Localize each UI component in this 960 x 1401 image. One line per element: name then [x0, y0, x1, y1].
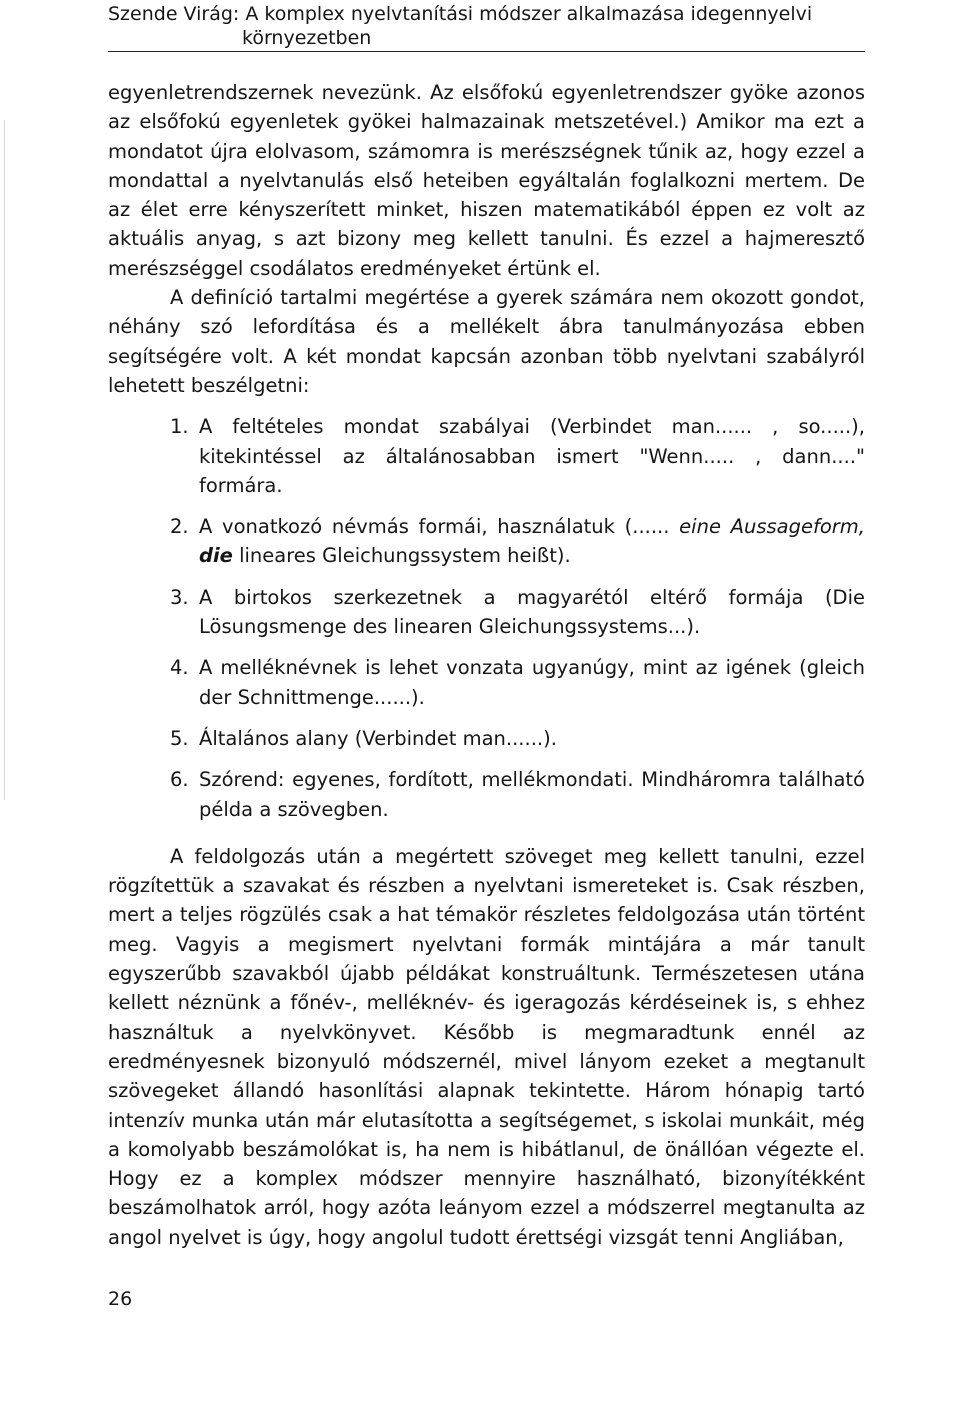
list-item-number: 6.: [170, 768, 189, 792]
list-item-number: 3.: [170, 585, 189, 609]
list-item: [170, 583, 865, 642]
list-item-text: A birtokos szerkezetnek a magyarétól eltérő formája (Die Lösungsmenge des linearen Gleichungssystems...).: [199, 585, 865, 639]
paragraph-processing: A feldolgozás után a megértett szöveget meg kellett tanulni, ezzel rögzítettük a szavakat és részben a nyelvtani ismereteket is. Csak részben, mert a teljes rögzülés csak a hat témakör részletes feldolgozása után történt meg. Vagyis a megismert nyelvtani formák mintájára a már tanult egyszerűbb szavakból újabb példákat konstruáltunk. Természetesen utána kellett néznünk a főnév-, melléknév- és igeragozás kérdéseinek is, s ehhez használtuk a nyelvkönyvet. Később is megmaradtunk ennél az eredményesnek bizonyuló módszernél, mivel lányom ezeket a megtanult szövegeket állandó hasonlítási alapnak tekintette. Három hónapig tartó intenzív munka után már elutasította a segítségemet, s iskolai munkáit, még a komolyabb beszámolókat is, ha nem is hibátlanul, de önállóan végezte el. Hogy ez a komplex módszer mennyire használható, bizonyítékként beszámolhatok arról, hogy azóta leányom ezzel a módszerrel megtanulta az angol nyelvet is úgy, hogy angolul tudott érettségi vizsgát tenni Angliában,: [108, 844, 865, 1249]
paragraph-definition: A definíció tartalmi megértése a gyerek számára nem okozott gondot, néhány szó lefordítása és a mellékelt ábra tanulmányozása ebben segítségére volt. A két mondat kapcsán azonban több nyelvtani szabályról lehetett beszélgetni:: [108, 286, 865, 397]
running-header: [108, 2, 868, 50]
grammar-rules-list: [108, 412, 865, 824]
header-divider: [108, 51, 865, 52]
page-number: 26: [108, 1288, 133, 1310]
list-item-italic-text: eine Aussageform,: [679, 515, 865, 539]
header-line-1: Szende Virág: A komplex nyelvtanítási módszer alkalmazása idegennyelvi: [108, 3, 813, 25]
list-item-number: 4.: [170, 656, 189, 680]
list-item-text: A vonatkozó névmás formái, használatuk (......: [199, 515, 670, 539]
list-item-number: 1.: [170, 415, 189, 439]
list-item: [170, 512, 865, 571]
list-item-text: Általános alany (Verbindet man......).: [199, 726, 557, 750]
list-item: [170, 765, 865, 824]
list-item-text: Szórend: egyenes, fordított, mellékmondati. Mindháromra található példa a szövegben.: [199, 768, 865, 821]
scan-margin-artifact: [4, 120, 9, 800]
list-item: [170, 412, 865, 500]
list-item-number: 2.: [170, 515, 189, 539]
list-item-text-end: lineares Gleichungssystem heißt).: [239, 544, 571, 568]
list-item-text: A feltételes mondat szabályai (Verbindet man...... , so.....), kitekintéssel az általánosabban ismert "Wenn..... , dann...." formára.: [199, 415, 865, 497]
list-item: [170, 653, 865, 712]
page-body: [108, 78, 865, 1252]
list-item: [170, 724, 865, 753]
list-item-text: A melléknévnek is lehet vonzata ugyanúgy, mint az igének (gleich der Schnittmenge......).: [199, 656, 865, 709]
list-item-number: 5.: [170, 726, 189, 750]
paragraph-continuation: egyenletrendszernek nevezünk. Az elsőfokú egyenletrendszer gyöke azonos az elsőfokú egyenletek gyökei halmazainak metszetével.) Amikor ma ezt a mondatot újra elolvasom, számomra is merészségnek tűnik az, hogy ezzel a mondattal a nyelvtanulás első heteiben egyáltalán foglalkozni mertem. De az élet erre kényszerített minket, hiszen matematikából éppen ez volt az aktuális anyag, s azt bizony meg kellett tanulni. És ezzel a hajmeresztő merészséggel csodálatos eredményeket értünk el.: [108, 81, 865, 280]
header-line-2: környezetben: [242, 27, 372, 49]
list-item-bold-italic-text: die: [199, 544, 233, 568]
